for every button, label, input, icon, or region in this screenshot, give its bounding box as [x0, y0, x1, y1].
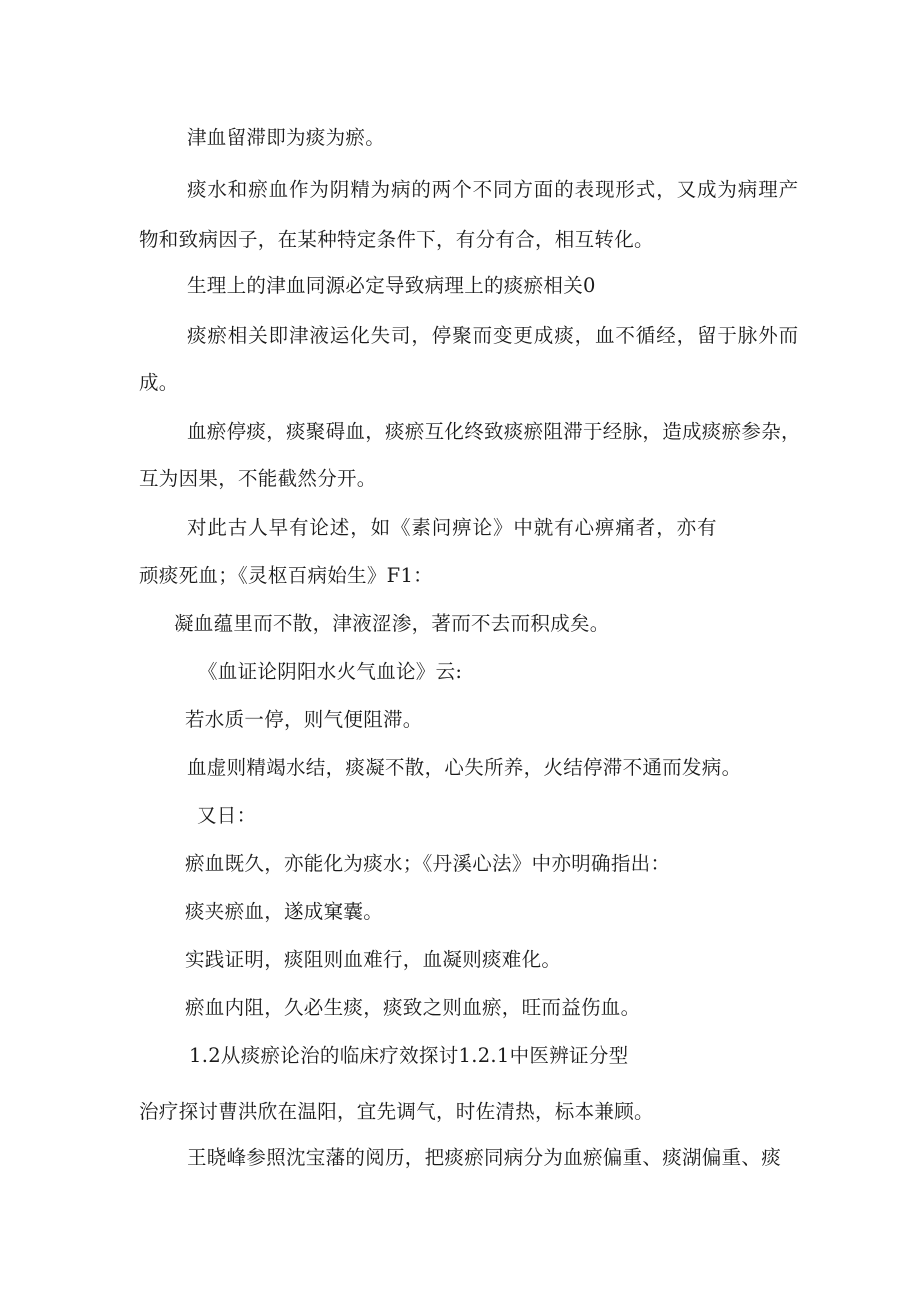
text-line: 凝血蕴里而不散，津液涩渗，著而不去而积成矣。 [174, 612, 610, 635]
section-heading: 1.2从痰瘀论治的临床疗效探讨1.2.1中医辨证分型 [189, 1044, 629, 1067]
text-line: 瘀血既久，亦能化为痰水；《丹溪心法》中亦明确指出： [185, 852, 671, 875]
text-line: 血虚则精竭水结，痰凝不散，心失所养，火结停滞不通而发病。 [187, 756, 742, 779]
text-line: 顽痰死血；《灵枢百病始生》F1： [139, 564, 433, 587]
text-line: 津血留滞即为痰为瘀。 [187, 126, 386, 149]
text-line: 痰瘀相关即津液运化失司，停聚而变更成痰，血不循经，留于脉外而 [187, 324, 800, 347]
text-line: 对此古人早有论述，如《素问痹论》中就有心痹痛者，亦有 [187, 516, 718, 539]
text-line: 治疗探讨曹洪欣在温阳，宜先调气，时佐清热，标本兼顾。 [139, 1100, 654, 1123]
text-line: 互为因果，不能截然分开。 [139, 467, 377, 490]
text-line: 又日： [197, 804, 257, 827]
text-line: 生理上的津血同源必定导致病理上的痰瘀相关0 [187, 274, 596, 297]
text-line: 血瘀停痰，痰聚碍血，痰瘀互化终致痰瘀阻滞于经脉，造成痰瘀参杂， [187, 420, 801, 443]
text-line: 实践证明，痰阻则血难行，血凝则痰难化。 [185, 948, 562, 971]
text-line: 物和致病因子，在某种特定条件下，有分有合，相互转化。 [139, 228, 654, 251]
text-line: 《血证论阴阳水火气血论》云: [198, 660, 463, 683]
text-line: 痰水和瘀血作为阴精为病的两个不同方面的表现形式，又成为病理产 [187, 178, 800, 201]
text-line: 王晓峰参照沈宝藩的阅历，把痰瘀同病分为血瘀偏重、痰湖偏重、痰 [187, 1146, 782, 1169]
text-line: 若水质一停，则气便阻滞。 [185, 708, 423, 731]
text-line: 痰夹瘀血，遂成窠囊。 [185, 900, 384, 923]
text-line: 瘀血内阻，久必生痰，痰致之则血瘀，旺而益伤血。 [185, 996, 641, 1019]
text-line: 成。 [139, 371, 179, 394]
